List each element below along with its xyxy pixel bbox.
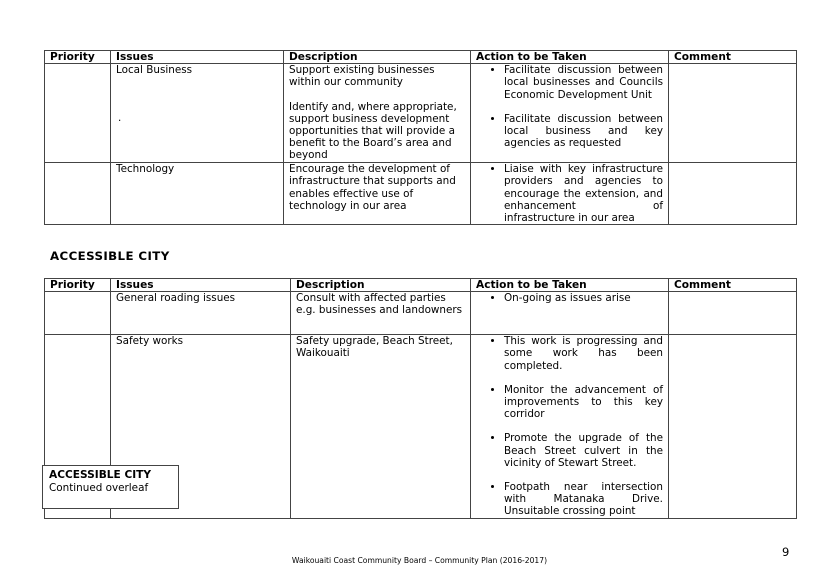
description-text: Support existing businesses within our community [289, 64, 435, 89]
page-number: 9 [782, 545, 790, 559]
comment-cell [669, 64, 797, 163]
description-text: Identify and, where appropriate, support business development opportunities that will provide a benefit to the Board’s area and beyond [289, 100, 457, 162]
section-title: ACCESSIBLE CITY [50, 249, 170, 263]
action-item: • Liaise with key infrastructure providers and agencies to encourage the extension, and enhancement of infrastructure in our area [504, 163, 663, 224]
action-item: • Monitor the advancement of improvements to this key corridor [504, 384, 663, 421]
table-header-row [45, 51, 797, 64]
comment-cell [669, 292, 797, 335]
table-row [45, 64, 797, 163]
issue-cell: Technology [111, 163, 284, 225]
economic-table [44, 50, 797, 225]
issue-cell: Safety works [111, 335, 291, 518]
table-row [45, 163, 797, 225]
issue-cell: General roading issues [111, 292, 291, 335]
description-cell [284, 64, 471, 163]
overleaf-title: ACCESSIBLE CITY [49, 469, 152, 481]
header-description: Description [291, 279, 471, 292]
comment-cell [669, 335, 797, 518]
table-row [45, 292, 797, 335]
table-header-row [45, 279, 797, 292]
header-action: Action to be Taken [471, 51, 669, 64]
action-item: • Facilitate discussion between local business and key agencies as requested [504, 113, 663, 150]
header-comment: Comment [669, 279, 797, 292]
action-cell [471, 292, 669, 335]
header-priority: Priority [45, 279, 111, 292]
action-cell [471, 163, 669, 225]
issue-cell [111, 64, 284, 163]
action-item: • On-going as issues arise [504, 292, 663, 304]
header-action: Action to be Taken [471, 279, 669, 292]
action-item: • Footpath near intersection with Matanaka Drive. Unsuitable crossing point [504, 481, 663, 518]
header-description: Description [284, 51, 471, 64]
issue-label: Local Business [116, 64, 193, 77]
action-item: • This work is progressing and some work has been completed. [504, 335, 663, 372]
action-item: • Promote the upgrade of the Beach Street culvert in the vicinity of Stewart Street. [504, 432, 663, 469]
header-priority: Priority [45, 51, 111, 64]
header-comment: Comment [669, 51, 797, 64]
priority-cell [45, 292, 111, 335]
action-cell [471, 335, 669, 518]
priority-cell [45, 64, 111, 163]
description-cell: Consult with affected parties e.g. businesses and landowners [291, 292, 471, 335]
description-cell: Safety upgrade, Beach Street, Waikouaiti [291, 335, 471, 518]
issue-mark: . [118, 112, 122, 125]
comment-cell [669, 163, 797, 225]
action-item: • Facilitate discussion between local businesses and Councils Economic Development Unit [504, 64, 663, 101]
priority-cell [45, 163, 111, 225]
overleaf-subtitle: Continued overleaf [49, 481, 149, 494]
page-footer: Waikouaiti Coast Community Board – Community Plan (2016-2017) [291, 556, 548, 565]
continued-overleaf-box [42, 465, 179, 509]
description-cell: Encourage the development of infrastructure that supports and enables effective use of technology in our area [284, 163, 471, 225]
header-issues: Issues [111, 51, 284, 64]
header-issues: Issues [111, 279, 291, 292]
action-cell [471, 64, 669, 163]
